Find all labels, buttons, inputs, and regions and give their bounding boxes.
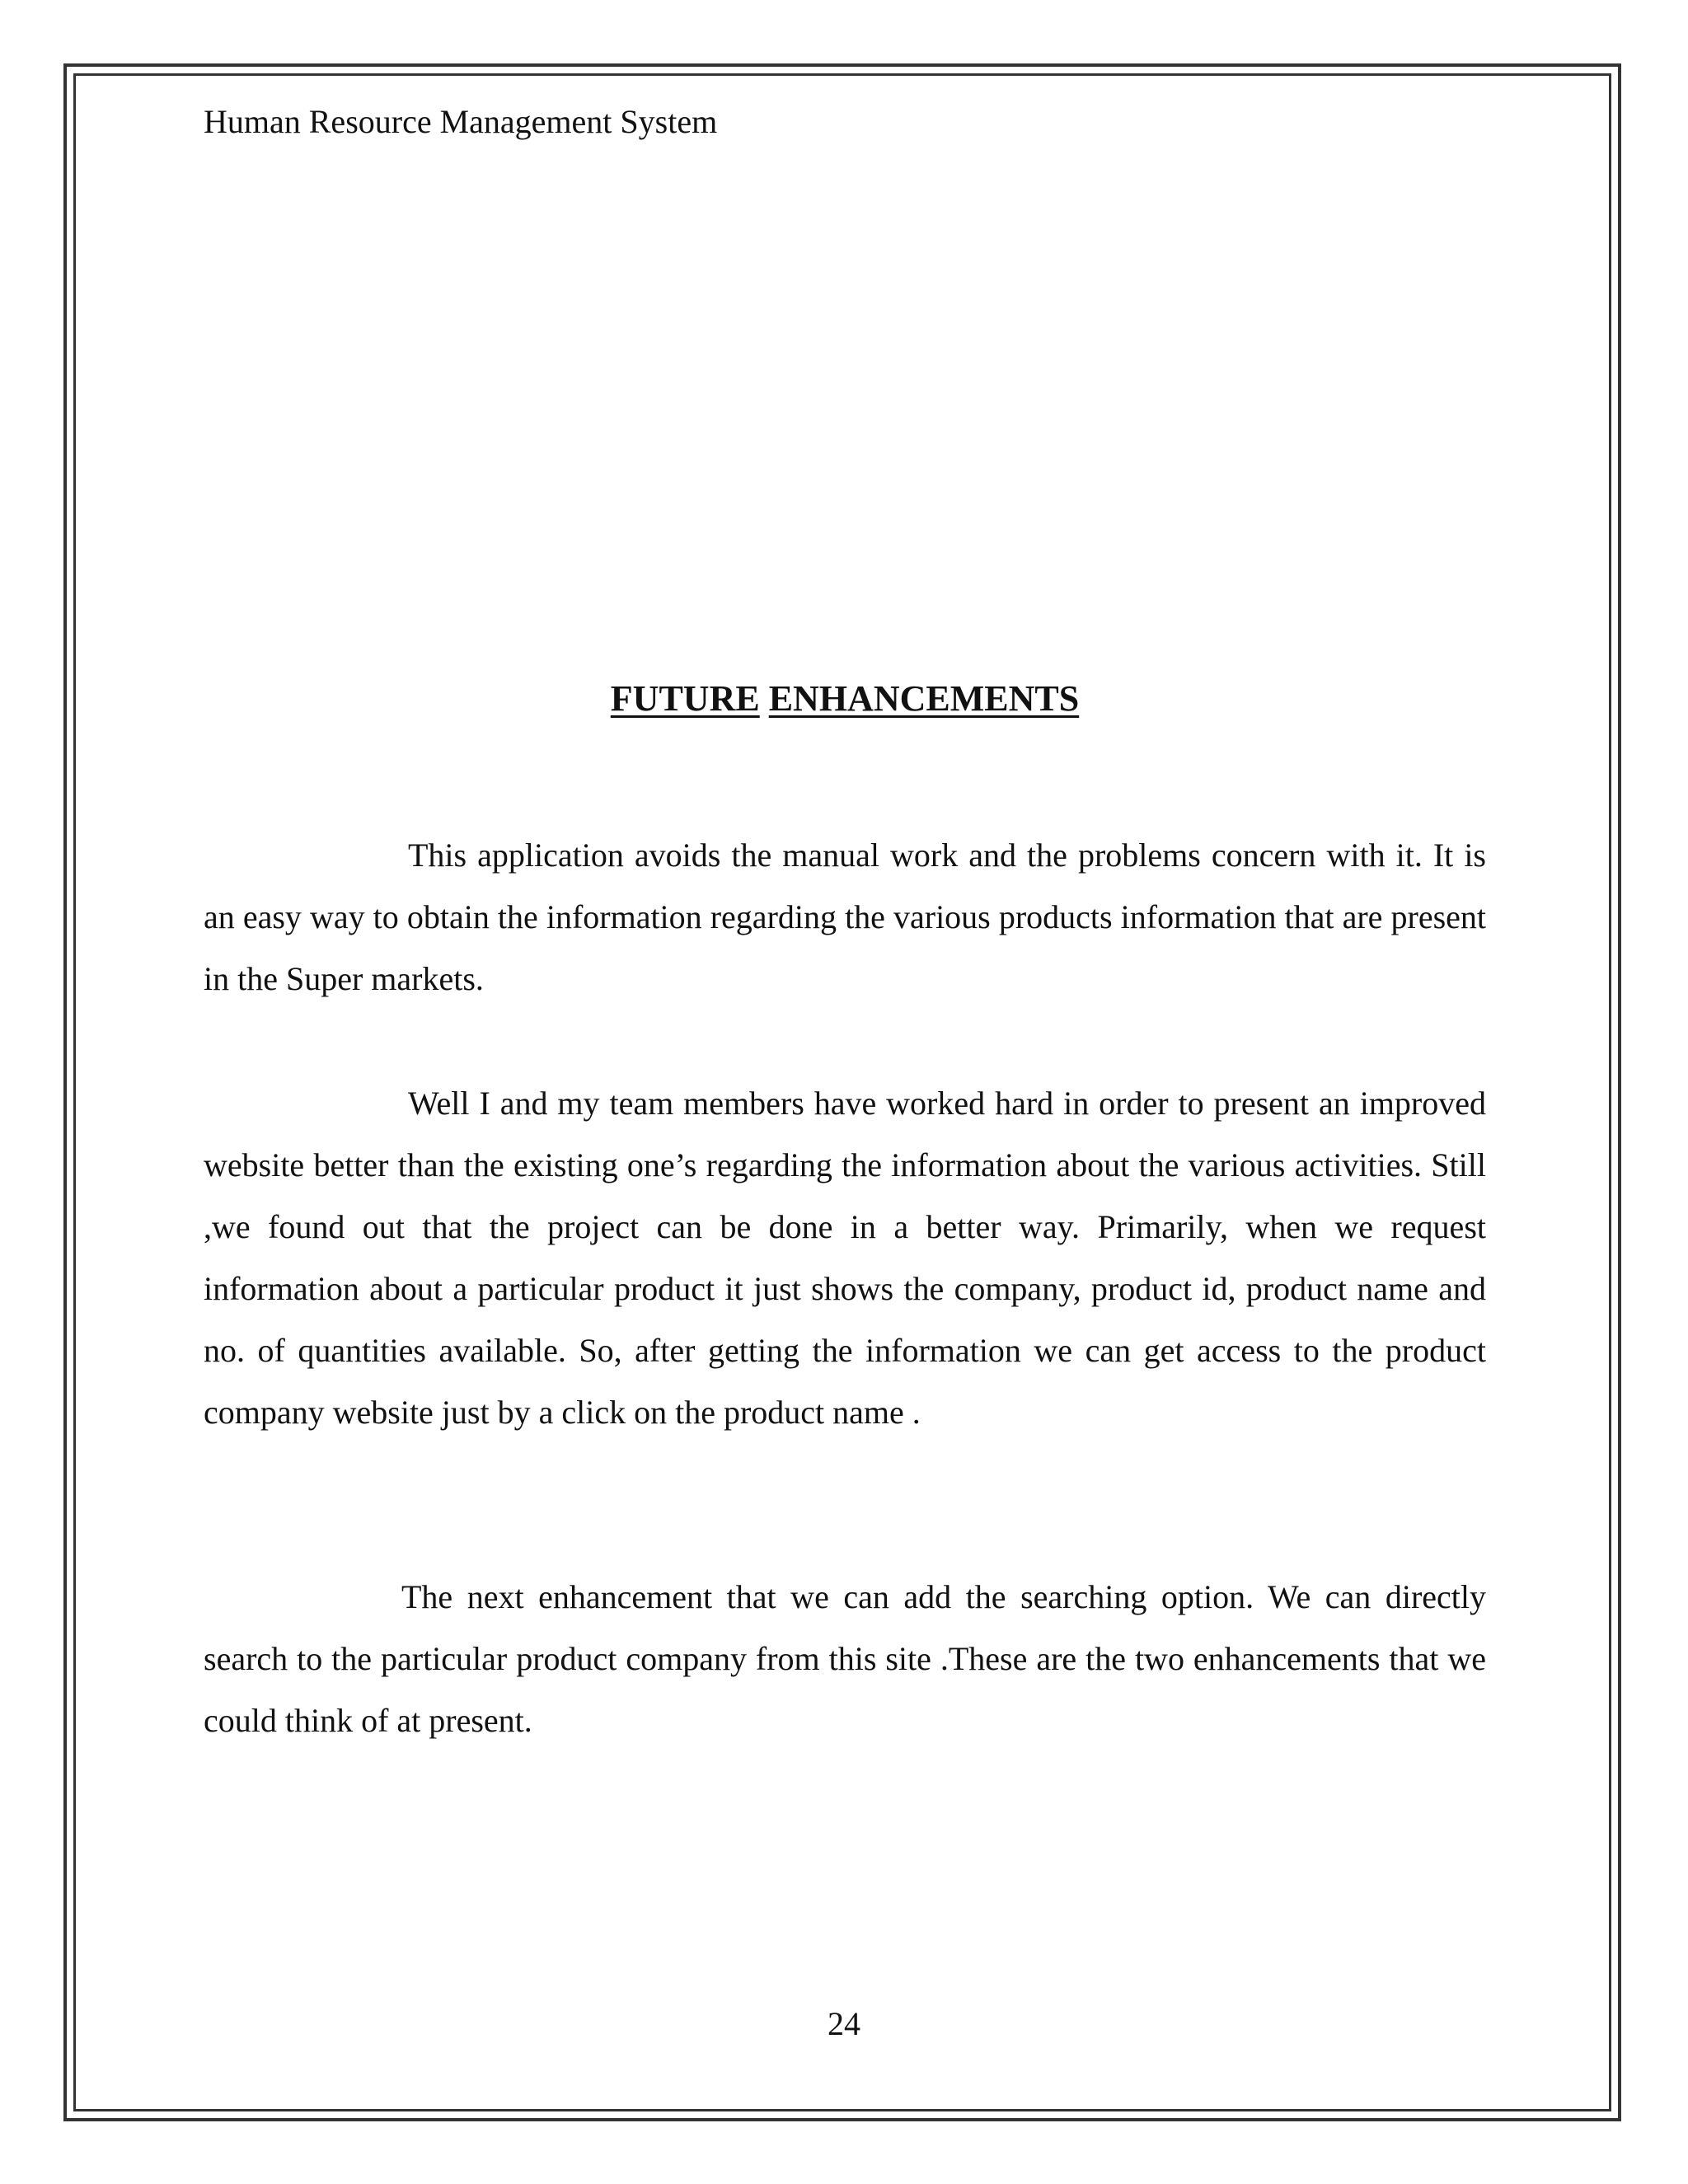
page-number: 24: [828, 2005, 860, 2042]
section-title-word-enhancements: ENHANCEMENTS: [768, 678, 1080, 719]
paragraph-2: Well I and my team members have worked hard in order to present an improved website better than the existing one’s regarding the information about the various activities. Still ,we found out that the project can be done in a better way. Primarily, when we request information about a particular product it just shows the company, product id, product name and no. of quantities available. So, after getting the information we can get access to the product company website just by a click on the product name .: [204, 1085, 1486, 1431]
running-header: Human Resource Management System: [204, 103, 718, 140]
section-title: [204, 676, 1486, 722]
paragraph-1: This application avoids the manual work and the problems concern with it. It is an easy way to obtain the information regarding the various products information that are present in the Super markets.: [204, 837, 1486, 997]
paragraph-3: The next enhancement that we can add the searching option. We can directly search to the particular product company from this site .These are the two enhancements that we could think of at present.: [204, 1578, 1486, 1739]
section-title-word-future: FUTURE: [610, 678, 760, 719]
